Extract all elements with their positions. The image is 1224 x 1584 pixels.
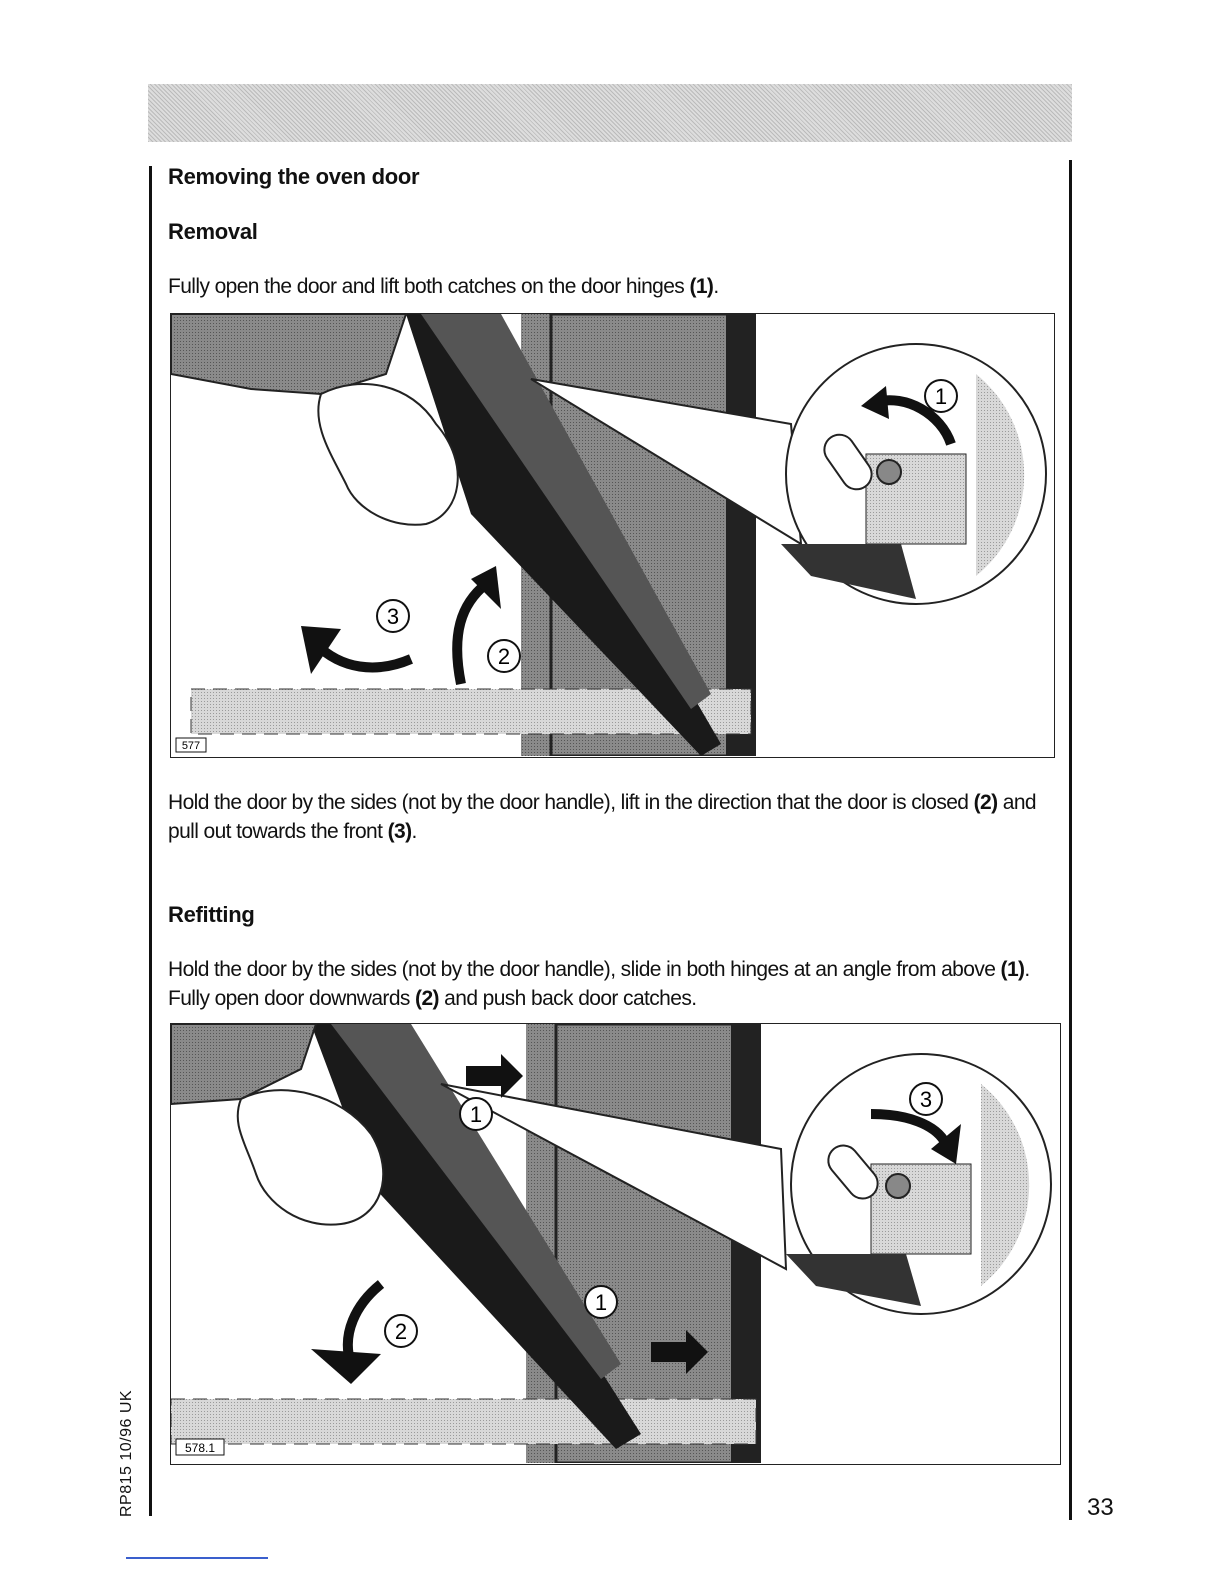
svg-text:2: 2 — [497, 644, 511, 669]
svg-text:3: 3 — [919, 1087, 933, 1112]
marker-2 — [385, 1315, 417, 1347]
removal-step-2: Hold the door by the sides (not by the door handle), lift in the direction that the door is closed (2) and pull out towards the front (3). — [168, 791, 1036, 843]
refitting-illustration — [171, 1024, 1059, 1463]
shelf — [171, 1399, 756, 1444]
page-title: Removing the oven door — [168, 164, 420, 189]
figure-removal — [170, 313, 1055, 758]
figure-label — [176, 1439, 224, 1455]
figure-refitting — [170, 1023, 1061, 1465]
svg-text:2: 2 — [394, 1319, 408, 1344]
bottom-underline — [126, 1557, 268, 1559]
removal-illustration — [171, 314, 1053, 756]
svg-text:577: 577 — [181, 740, 201, 752]
arrow-lift — [457, 584, 486, 684]
header-band — [148, 84, 1072, 142]
svg-text:3: 3 — [386, 604, 400, 629]
removal-step-1: Fully open the door and lift both catches on the door hinges (1). — [168, 275, 719, 298]
arrow-pull-out — [316, 644, 411, 667]
refitting-heading: Refitting — [168, 902, 255, 927]
page-number: 33 — [1087, 1494, 1114, 1521]
svg-text:1: 1 — [469, 1102, 483, 1127]
marker-3 — [377, 600, 409, 632]
marker-3 — [910, 1083, 942, 1115]
svg-text:1: 1 — [934, 384, 948, 409]
oven-body — [526, 1024, 761, 1463]
arm — [171, 314, 406, 394]
left-rule — [149, 166, 152, 1516]
removal-heading: Removal — [168, 219, 258, 244]
marker-2 — [488, 640, 520, 672]
svg-text:1: 1 — [594, 1290, 608, 1315]
figure-label — [176, 738, 206, 752]
marker-1-bottom — [585, 1286, 617, 1318]
refitting-step: Hold the door by the sides (not by the door handle), slide in both hinges at an angle from above (1). Fully open door downwards (2) and push back door catches. — [168, 958, 1030, 1010]
document-code: RP815 10/96 UK — [118, 1389, 135, 1517]
right-rule — [1069, 160, 1072, 1520]
svg-text:578.1: 578.1 — [184, 1441, 216, 1455]
marker-1 — [925, 380, 957, 412]
marker-1-top — [460, 1098, 492, 1130]
